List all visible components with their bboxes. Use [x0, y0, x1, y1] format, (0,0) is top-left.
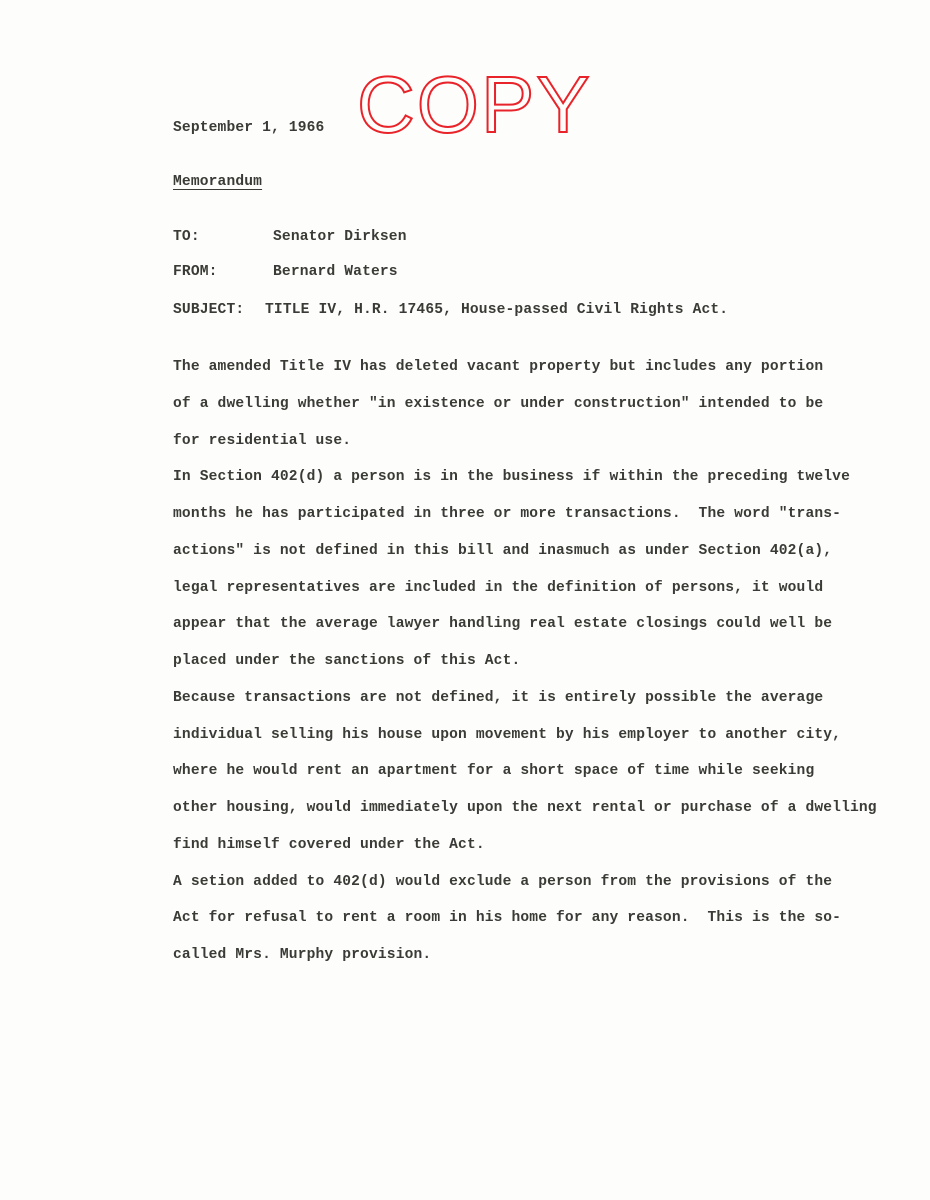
text-line: The amended Title IV has deleted vacant property but includes any portion	[173, 359, 824, 375]
memo-date: September 1, 1966	[173, 120, 325, 136]
text-line: called Mrs. Murphy provision.	[173, 947, 432, 963]
text-line: find himself covered under the Act.	[173, 836, 485, 853]
text-line: of a dwelling whether "in existence or under construction" intended to be	[173, 395, 824, 412]
text-line: In Section 402(d) a person is in the business if within the preceding twelve	[173, 469, 850, 486]
paragraph	[173, 459, 877, 680]
text-line: where he would rent an apartment for a short space of time while seeking	[173, 763, 815, 780]
text-line: A setion added to 402(d) would exclude a person from the provisions of the	[173, 873, 833, 890]
text-line: legal representatives are included in the definition of persons, it would	[173, 579, 824, 596]
text-line: Because transactions are not defined, it is entirely possible the average	[173, 689, 824, 706]
subject-value: TITLE IV, H.R. 17465, House-passed Civil Rights Act.	[265, 302, 729, 318]
svg-text:COPY: COPY	[357, 70, 592, 140]
subject-label: SUBJECT:	[173, 302, 245, 318]
paragraph	[173, 864, 877, 974]
text-line: individual selling his house upon movement by his employer to another city,	[173, 726, 842, 743]
copy-stamp	[357, 70, 597, 140]
to-label: TO:	[173, 229, 200, 245]
text-line: actions" is not defined in this bill and inasmuch as under Section 402(a),	[173, 542, 833, 559]
text-line: appear that the average lawyer handling real estate closings could well be	[173, 616, 833, 633]
text-line: for residential use.	[173, 432, 352, 449]
from-label: FROM:	[173, 264, 218, 280]
document-type: Memorandum	[173, 174, 263, 190]
text-line: Act for refusal to rent a room in his home for any reason. This is the so-	[173, 910, 842, 927]
paragraph	[173, 349, 877, 459]
to-value: Senator Dirksen	[273, 229, 407, 245]
paragraph	[173, 680, 877, 864]
text-line: placed under the sanctions of this Act.	[173, 653, 521, 669]
text-line: months he has participated in three or more transactions. The word "trans-	[173, 506, 842, 522]
memo-body	[173, 349, 877, 974]
text-line: other housing, would immediately upon the next rental or purchase of a dwelling	[173, 800, 877, 816]
from-value: Bernard Waters	[273, 264, 398, 280]
